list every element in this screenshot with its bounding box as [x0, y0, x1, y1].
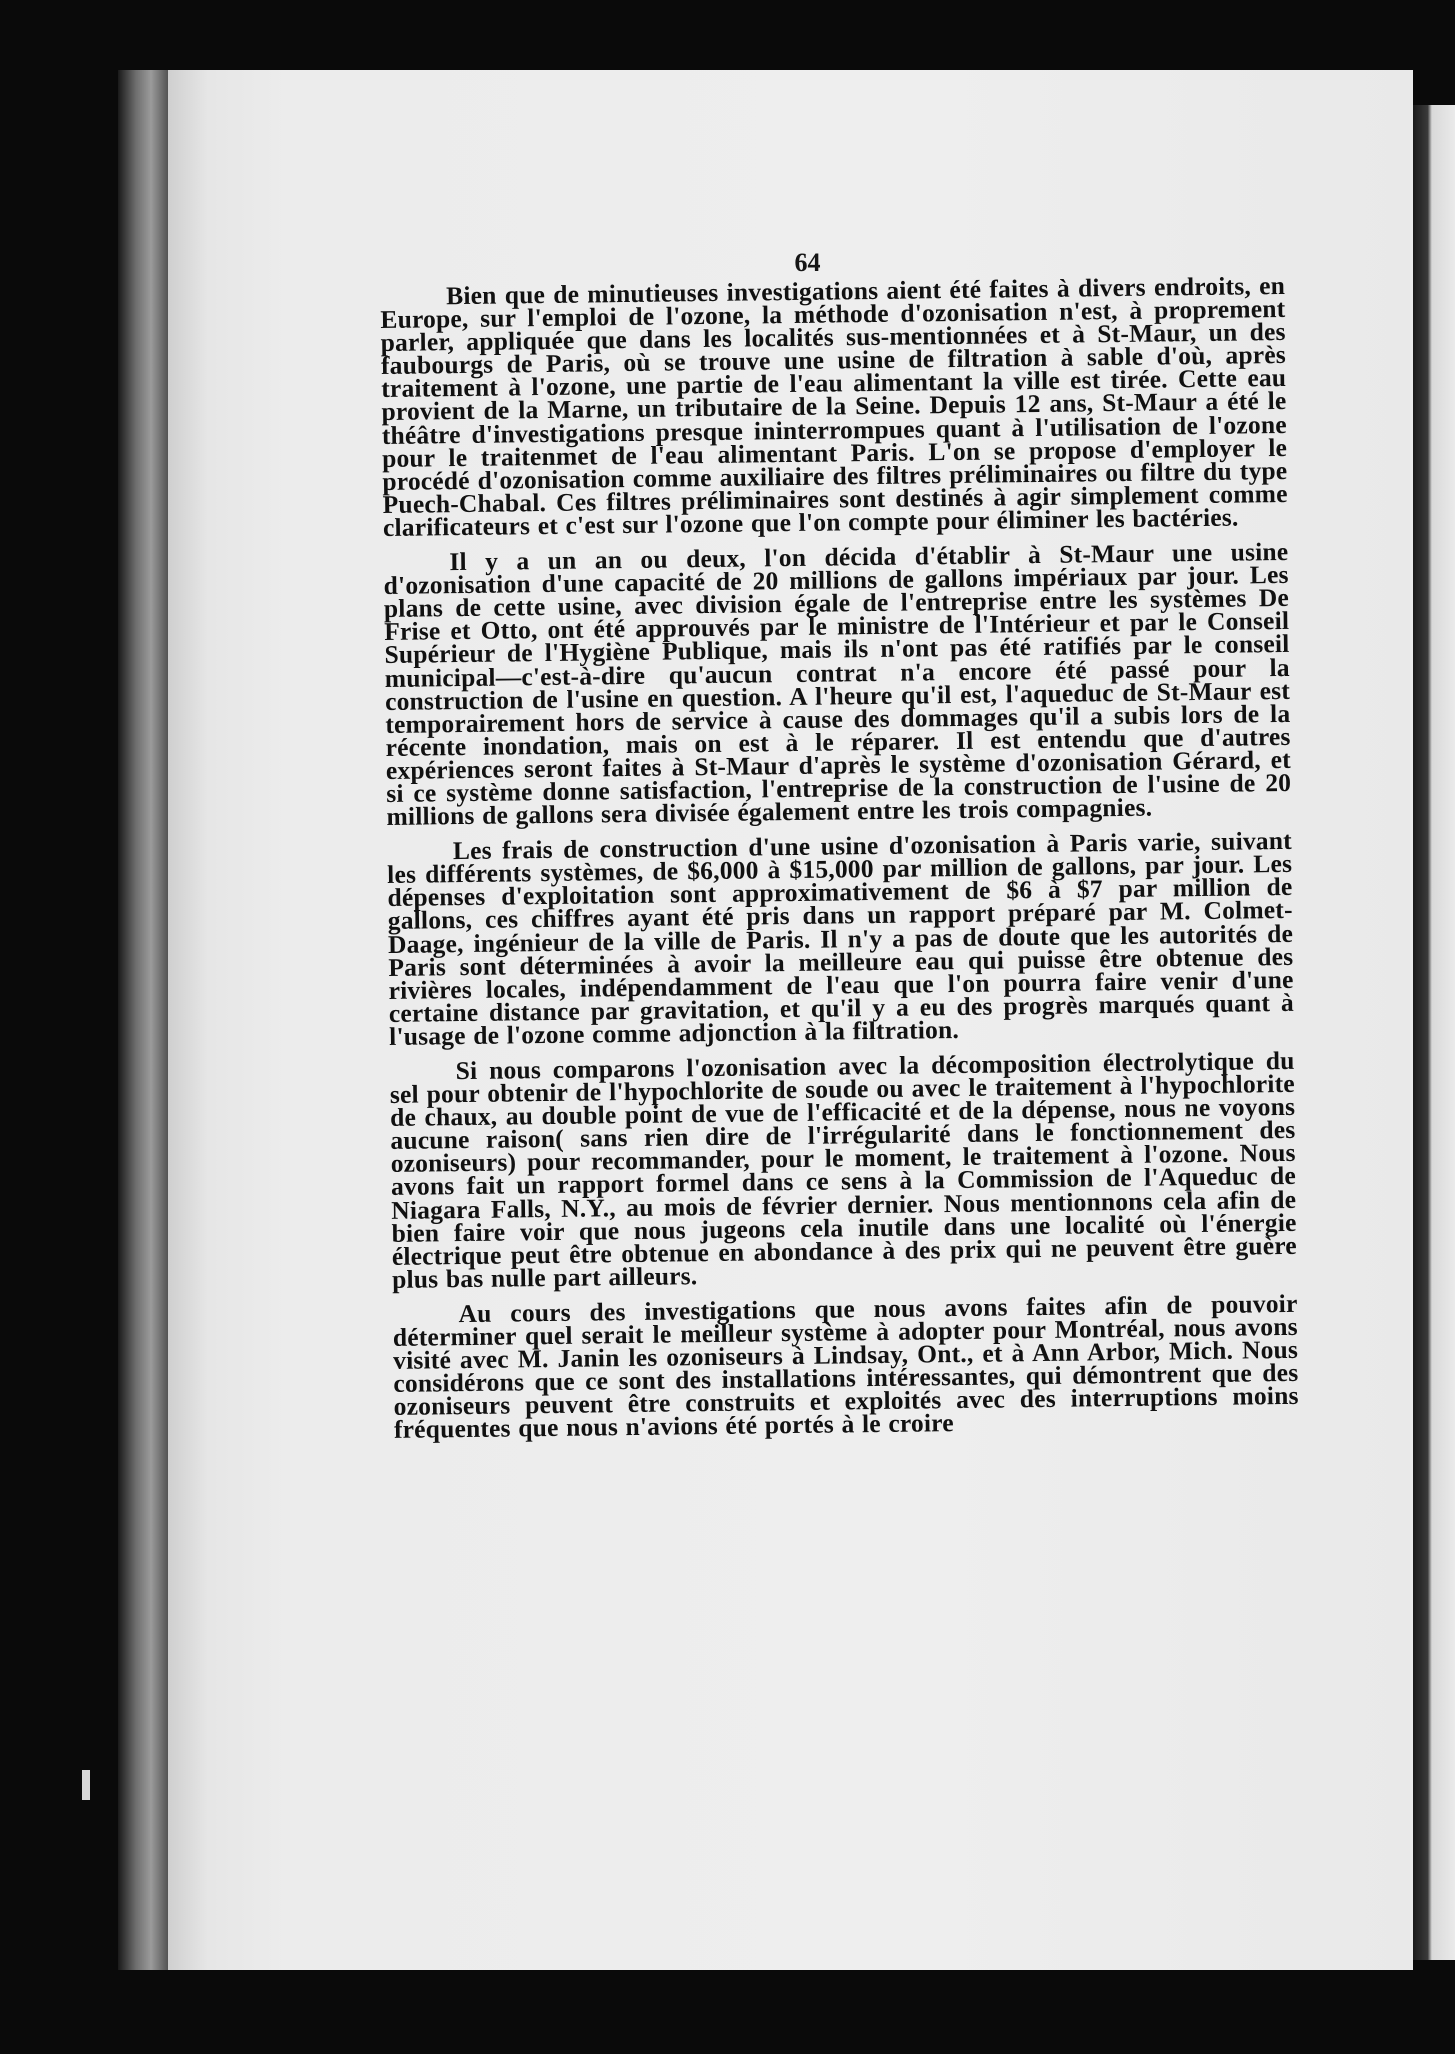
facing-page-edge [1413, 105, 1455, 1960]
page-number: 64 [794, 248, 821, 277]
scan-artifact [82, 1770, 90, 1800]
paragraph-4: Si nous comparons l'ozonisation avec la décomposition électrolytique du sel pour obtenir de l'hypochlorite de soude ou avec le traitement à l'hypochlorite de chaux, au double point de vue de l'efficacité et de la dépense, nous ne voyons aucune raison( sans rien dire de l'irrégularité dans le fonctionnement des ozoniseurs) pour recommander, pour le moment, le traitement à l'ozone. Nous avons fait un rapport formel dans ce sens à la Commission de l'Aqueduc de Niagara Falls, N.Y., au mois de février dernier. Nous mentionnons cela afin de bien faire voir que nous jugeons cela inutile dans une localité où l'énergie électrique peut être obtenue en abondance à des prix qui ne peuvent être guère plus bas nulle part ailleurs. [389, 1045, 1297, 1294]
paragraph-3: Les frais de construction d'une usine d'ozonisation à Paris varie, suivant les différents systèmes, de $6,000 à $15,000 par million de gallons, par jour. Les dépenses d'exploitation sont approximativement de $6 à $7 par million de gallons, ces chiffres ayant été pris dans un rapport préparé par M. Colmet-Daage, ingénieur de la ville de Paris. Il n'y a pas de doute que les autorités de Paris sont déterminées à avoir la meilleure eau qui puisse être obtenue des rivières locales, indépendamment de l'eau que l'on pourra faire venir d'une certaine distance par gravitation, et qu'il y a eu des progrès marqués quant à l'usage de l'ozone comme adjonction à la filtration. [387, 826, 1295, 1051]
body-text [380, 270, 1299, 1453]
paragraph-2: Il y a un an ou deux, l'on décida d'établir à St-Maur une usine d'ozonisation d'une capacité de 20 millions de gallons impériaux par jour. Les plans de cette usine, avec division égale de l'entreprise entre les systèmes De Frise et Otto, ont été approuvés par le ministre de l'Intérieur et par le Conseil Supérieur de l'Hygiène Publique, mais ils n'ont pas été ratifiés par le conseil municipal—c'est-à-dire qu'aucun contrat n'a encore été passé pour la construction de l'usine en question. A l'heure qu'il est, l'aqueduc de St-Maur est temporairement hors de service à cause des dommages qu'il a subis lors de la récente inondation, mais on est à le réparer. Il est entendu que d'autres expériences seront faites à St-Maur d'après le système d'ozonisation Gérard, et si ce système donne satisfaction, l'entreprise de la construction de l'usine de 20 millions de gallons sera divisée également entre les trois compagnies. [383, 536, 1292, 832]
paragraph-5: Au cours des investigations que nous avons faites afin de pouvoir déterminer quel serait le meilleur système à adopter pour Montréal, nous avons visité avec M. Janin les ozoniseurs à Lindsay, Ont., et à Ann Arbor, Mich. Nous considérons que ce sont des installations intéressantes, qui démontrent que des ozoniseurs peuvent être construits et exploités avec des interruptions moins fréquentes que nous n'avions été portés à le croire [392, 1288, 1299, 1445]
paragraph-1: Bien que de minutieuses investigations aient été faites à divers endroits, en Europe, sur l'emploi de l'ozone, la méthode d'ozonisation n'est, à proprement parler, appliquée que dans les localités sus-mentionnées et à St-Maur, un des faubourgs de Paris, où se trouve une usine de filtration à sable d'où, après traitement à l'ozone, une partie de l'eau alimentant la ville est tirée. Cette eau provient de la Marne, un tributaire de la Seine. Depuis 12 ans, St-Maur a été le théâtre d'investigations presque ininterrompues quant à l'utilisation de l'ozone pour le traitenmet de l'eau alimentant Paris. L'on se propose d'employer le procédé d'ozonisation comme auxiliaire des filtres préliminaires ou filtre du type Puech-Chabal. Ces filtres préliminaires sont destinés à agir simplement comme clarificateurs et c'est sur l'ozone que l'on compte pour éliminer les bactéries. [380, 270, 1288, 542]
